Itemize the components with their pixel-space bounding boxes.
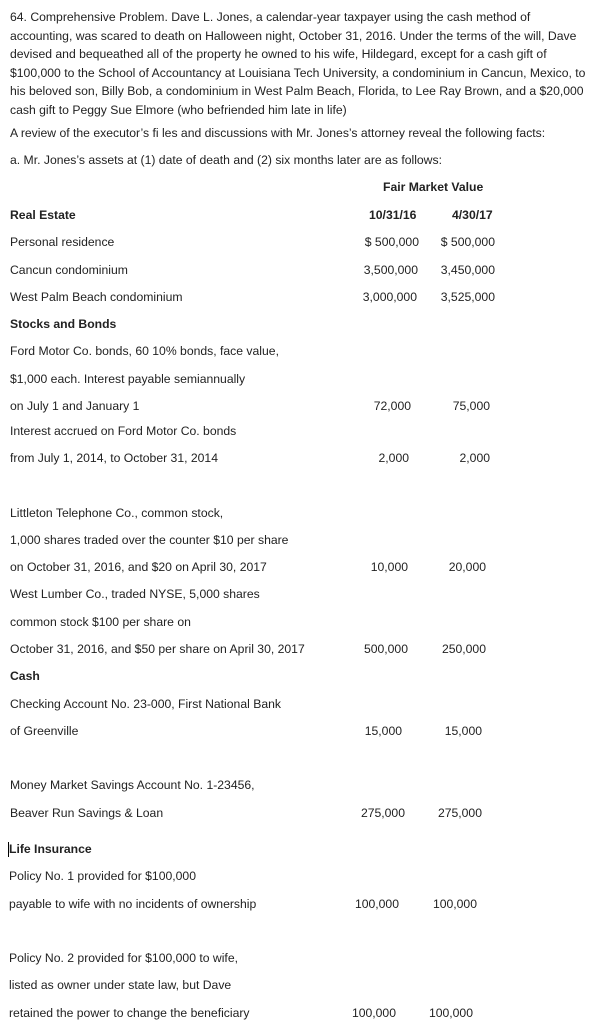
value-4-30-17: 100,000 [428,1006,473,1020]
row-label: West Palm Beach condominium [10,290,183,304]
value-10-31-16: 10,000 [370,560,408,574]
row-label: Interest accrued on Ford Motor Co. bonds [10,424,237,438]
row-label: payable to wife with no incidents of ownership [9,897,257,911]
problem-statement: 64. Comprehensive Problem. Dave L. Jones, a calendar-year taxpayer using the cash method of accounting, was scared to death on Halloween night, October 31, 2016. Under the terms of the will, Dave devised and bequeathed all of the property he owned to his wife, Hildegard, except for a cash gift of $100,000 to the School of Accountancy at Louisiana Tech University, a condominium in Cancun, Mexico, to his beloved son, Billy Bob, a condominium in West Palm Beach, Florida, to Lee Ray Brown, and a $20,000 cash gift to Peggy Sue Elmore (who befriended him late in life) [10,10,586,117]
row-label: common stock $100 per share on [10,615,191,629]
review-text: A review of the executor’s fi les and discussions with Mr. Jones’s attorney reveal the following facts: [10,126,546,140]
value-10-31-16: $ 500,000 [364,235,419,249]
value-4-30-17: 100,000 [432,897,477,911]
col-six-months-header: 4/30/17 [452,208,493,222]
value-4-30-17: 2,000 [459,451,490,465]
value-4-30-17: 3,525,000 [440,290,495,304]
row-label: of Greenville [10,724,79,738]
row-label: Ford Motor Co. bonds, 60 10% bonds, face value, [10,344,279,358]
item-a-text: a. Mr. Jones’s assets at (1) date of death and (2) six months later are as follows: [10,153,442,167]
row-label: 1,000 shares traded over the counter $10 per share [10,533,289,547]
value-4-30-17: 250,000 [441,642,486,656]
row-label: Cancun condominium [10,263,128,277]
row-label: from July 1, 2014, to October 31, 2014 [10,451,218,465]
row-label: Money Market Savings Account No. 1-23456, [10,778,255,792]
problem-intro [10,8,590,120]
value-4-30-17: 3,450,000 [440,263,495,277]
col-date-of-death-header: 10/31/16 [369,208,417,222]
value-10-31-16: 500,000 [363,642,408,656]
row-label: on October 31, 2016, and $20 on April 30, 2017 [10,560,267,574]
row-label: Personal residence [10,235,115,249]
value-10-31-16: 3,000,000 [362,290,417,304]
value-4-30-17: 75,000 [452,399,490,413]
value-10-31-16: 72,000 [373,399,411,413]
row-label: retained the power to change the beneficiary [9,1006,250,1020]
value-10-31-16: 100,000 [354,897,399,911]
row-label: Policy No. 2 provided for $100,000 to wife, [9,951,238,965]
row-label: listed as owner under state law, but Dave [9,978,232,992]
value-10-31-16: 2,000 [378,451,409,465]
row-label: Beaver Run Savings & Loan [10,806,164,820]
section-real-estate: Real Estate [10,208,76,222]
value-10-31-16: 3,500,000 [363,263,418,277]
row-label: October 31, 2016, and $50 per share on April 30, 2017 [10,642,305,656]
row-label: $1,000 each. Interest payable semiannually [10,372,246,386]
fmv-header: Fair Market Value [383,180,484,194]
row-label: Policy No. 1 provided for $100,000 [9,869,196,883]
value-10-31-16: 275,000 [360,806,405,820]
row-label: Littleton Telephone Co., common stock, [10,506,224,520]
row-label: on July 1 and January 1 [10,399,140,413]
value-4-30-17: $ 500,000 [440,235,495,249]
value-10-31-16: 100,000 [351,1006,396,1020]
value-4-30-17: 15,000 [444,724,482,738]
value-4-30-17: 20,000 [448,560,486,574]
row-label: West Lumber Co., traded NYSE, 5,000 shares [10,587,260,601]
section-stocks-bonds: Stocks and Bonds [10,317,117,331]
section-cash: Cash [10,669,40,683]
row-label: Checking Account No. 23-000, First National Bank [10,697,281,711]
value-10-31-16: 15,000 [364,724,402,738]
section-life-insurance: Life Insurance [9,842,92,856]
value-4-30-17: 275,000 [437,806,482,820]
